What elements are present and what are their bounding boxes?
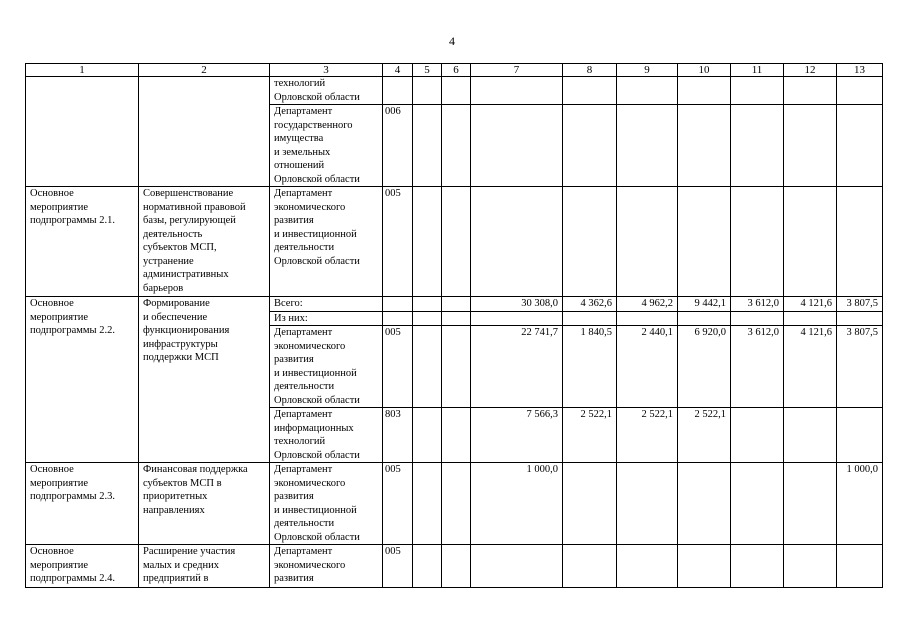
- activity-name-cell: Основное мероприятие подпрограммы 2.2.: [26, 297, 139, 463]
- header-cell: 11: [731, 64, 784, 77]
- column-number-header: [26, 64, 883, 77]
- executor-cell: Департамент экономического развития и инвестиционной деятельности Орловской области: [270, 326, 383, 408]
- header-cell: 6: [442, 64, 471, 77]
- table-row: [26, 545, 883, 588]
- header-cell: 4: [383, 64, 413, 77]
- value-cell: 6 920,0: [678, 326, 731, 408]
- value-cell: 3 612,0: [731, 297, 784, 312]
- activity-description-cell: Совершенствование нормативной правовой базы, регулирующей деятельность субъектов МСП, устранение административных барьеров: [139, 187, 270, 297]
- code-cell: 005: [383, 463, 413, 545]
- value-cell: 4 362,6: [563, 297, 617, 312]
- table-row: [26, 297, 883, 312]
- total-cell: 22 741,7: [471, 326, 563, 408]
- code-cell: 005: [383, 545, 413, 588]
- value-cell: 4 121,6: [784, 297, 837, 312]
- code-cell: [383, 297, 413, 312]
- header-cell: 10: [678, 64, 731, 77]
- value-cell: 3 807,5: [837, 326, 883, 408]
- header-cell: 12: [784, 64, 837, 77]
- value-cell: 2 440,1: [617, 326, 678, 408]
- executor-cell: технологий Орловской области: [270, 77, 383, 105]
- executor-cell: Всего:: [270, 297, 383, 312]
- code-cell: 005: [383, 187, 413, 297]
- total-cell: 1 000,0: [471, 463, 563, 545]
- value-cell: 2 522,1: [617, 408, 678, 463]
- value-cell: 2 522,1: [563, 408, 617, 463]
- executor-cell: Департамент экономического развития и инвестиционной деятельности Орловской области: [270, 463, 383, 545]
- header-cell: 7: [471, 64, 563, 77]
- header-cell: 3: [270, 64, 383, 77]
- table-row: [26, 77, 883, 105]
- code-cell: 006: [383, 105, 413, 187]
- executor-cell: Департамент экономического развития: [270, 545, 383, 588]
- executor-cell: Департамент информационных технологий Орловской области: [270, 408, 383, 463]
- activity-description-cell: [139, 77, 270, 187]
- activity-name-cell: Основное мероприятие подпрограммы 2.4.: [26, 545, 139, 588]
- executor-cell: Из них:: [270, 311, 383, 326]
- page-number: 4: [449, 34, 455, 48]
- value-cell: 1 840,5: [563, 326, 617, 408]
- budget-table: [25, 63, 883, 588]
- header-cell: 9: [617, 64, 678, 77]
- table-row: [26, 463, 883, 545]
- value-cell: 2 522,1: [678, 408, 731, 463]
- activity-name-cell: Основное мероприятие подпрограммы 2.1.: [26, 187, 139, 297]
- header-cell: 13: [837, 64, 883, 77]
- executor-cell: Департамент экономического развития и инвестиционной деятельности Орловской области: [270, 187, 383, 297]
- code-cell: [383, 77, 413, 105]
- value-cell: 9 442,1: [678, 297, 731, 312]
- activity-description-cell: Формирование и обеспечение функционирования инфраструктуры поддержки МСП: [139, 297, 270, 463]
- activity-name-cell: [26, 77, 139, 187]
- total-cell: 30 308,0: [471, 297, 563, 312]
- header-cell: 5: [413, 64, 442, 77]
- executor-cell: Департамент государственного имущества и земельных отношений Орловской области: [270, 105, 383, 187]
- activity-name-cell: Основное мероприятие подпрограммы 2.3.: [26, 463, 139, 545]
- total-cell: 7 566,3: [471, 408, 563, 463]
- activity-description-cell: Расширение участия малых и средних предприятий в: [139, 545, 270, 588]
- header-cell: 1: [26, 64, 139, 77]
- value-cell: 3 612,0: [731, 326, 784, 408]
- value-cell: 3 807,5: [837, 297, 883, 312]
- value-cell: 4 962,2: [617, 297, 678, 312]
- code-cell: 005: [383, 326, 413, 408]
- code-cell: 803: [383, 408, 413, 463]
- header-cell: 8: [563, 64, 617, 77]
- table-row: [26, 187, 883, 297]
- header-cell: 2: [139, 64, 270, 77]
- value-cell: 1 000,0: [837, 463, 883, 545]
- value-cell: 4 121,6: [784, 326, 837, 408]
- activity-description-cell: Финансовая поддержка субъектов МСП в приоритетных направлениях: [139, 463, 270, 545]
